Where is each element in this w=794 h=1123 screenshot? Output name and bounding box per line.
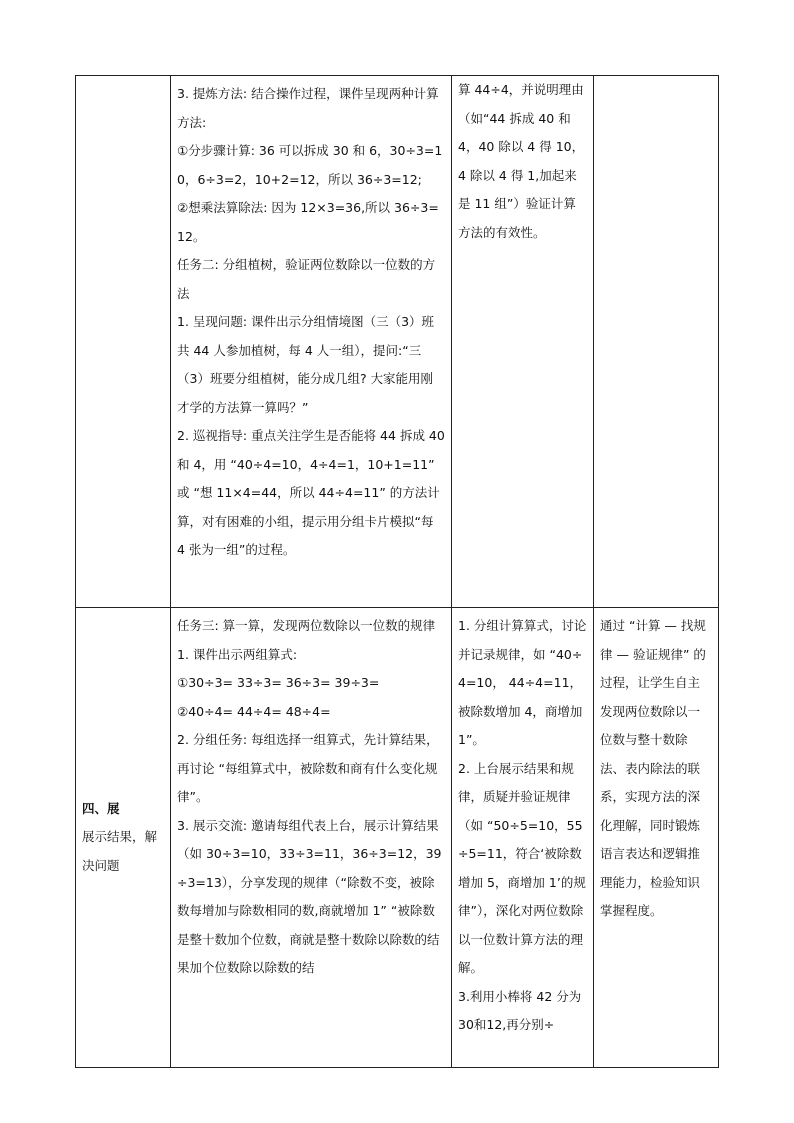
paragraph: 通过 “计算 — 找规律 — 验证规律” 的过程，让学生自主发现两位数除以一位数与整十数除法、表内除法的联系，实现方法的深化理解，同时锻炼语言表达和逻辑推理能力，检验知识掌握程度。 xyxy=(600,618,706,918)
paragraph: 3. 提炼方法: 结合操作过程，课件呈现两种计算方法: xyxy=(177,86,439,130)
paragraph: 任务三: 算一算，发现两位数除以一位数的规律 xyxy=(177,618,436,633)
stage-title: 四、展 xyxy=(82,800,120,816)
paragraph: 任务二: 分组植树，验证两位数除以一位数的方法 xyxy=(177,257,436,301)
student-activity-cell xyxy=(452,76,594,608)
paragraph: ①分步骤计算: 36 可以拆成 30 和 6，30÷3=10，6÷3=2，10+2=12，所以 36÷3=12; xyxy=(177,143,443,187)
paragraph: 2. 上台展示结果和规律，质疑并验证规律（如 “50÷5=10，55÷5=11，符合‘被除数增加 5，商增加 1’的规律”），深化对两位数除以一位数计算方法的理解。 xyxy=(458,760,586,975)
paragraph: ①30÷3= 33÷3= 36÷3= 39÷3= xyxy=(177,675,380,690)
teacher-activity-cell xyxy=(171,608,452,1068)
student-activity-cell xyxy=(452,608,594,1068)
paragraph: 2. 分组任务: 每组选择一组算式，先计算结果，再讨论 “每组算式中，被除数和商有什么变化规律”。 xyxy=(177,732,439,804)
stage-subtitle: 展示结果，解决问题 xyxy=(82,829,158,873)
paragraph: 算 44÷4，并说明理由（如“44 拆成 40 和 4，40 除以 4 得 10，4 除以 4 得 1,加起来是 11 组”）验证计算方法的有效性。 xyxy=(458,82,585,240)
paragraph: ②40÷4= 44÷4= 48÷4= xyxy=(177,703,331,719)
paragraph: 3.利用小棒将 42 分为 30和12,再分别÷ xyxy=(458,988,582,1032)
stage-cell xyxy=(76,608,171,1068)
teacher-activity-cell xyxy=(171,76,452,608)
paragraph: 1. 分组计算算式，讨论并记录规律，如 “40÷4=10， 44÷4=11，被除数增加 4，商增加 1”。 xyxy=(458,618,587,747)
design-intent-cell xyxy=(594,608,719,1068)
design-intent-cell xyxy=(594,76,719,608)
paragraph: 1. 课件出示两组算式: xyxy=(177,646,298,662)
paragraph: ②想乘法算除法: 因为 12×3=36,所以 36÷3=12。 xyxy=(177,200,439,244)
stage-cell xyxy=(76,76,171,608)
paragraph: 3. 展示交流: 邀请每组代表上台，展示计算结果（如 30÷3=10，33÷3=11，36÷3=12，39÷3=13），分享发现的规律（“除数不变，被除数每增加与除数相同的数,商就增加 1” “被除数是整十数加个位数，商就是整十数除以除数的结果加个位数除以除数的结 xyxy=(177,817,442,975)
table-row xyxy=(76,76,719,608)
paragraph: 1. 呈现问题: 课件出示分组情境图（三（3）班共 44 人参加植树，每 4 人一组），提问:“三（3）班要分组植树，能分成几组? 大家能用刚才学的方法算一算吗？” xyxy=(177,314,435,415)
paragraph: 2. 巡视指导: 重点关注学生是否能将 44 拆成 40 和 4，用 “40÷4=10，4÷4=1，10+1=11” 或 “想 11×4=44，所以 44÷4=11” 的方法计算，对有困难的小组，提示用分组卡片模拟“每 4 张为一组”的过程。 xyxy=(177,428,445,557)
table-row xyxy=(76,608,719,1068)
lesson-plan-table xyxy=(75,75,719,1068)
